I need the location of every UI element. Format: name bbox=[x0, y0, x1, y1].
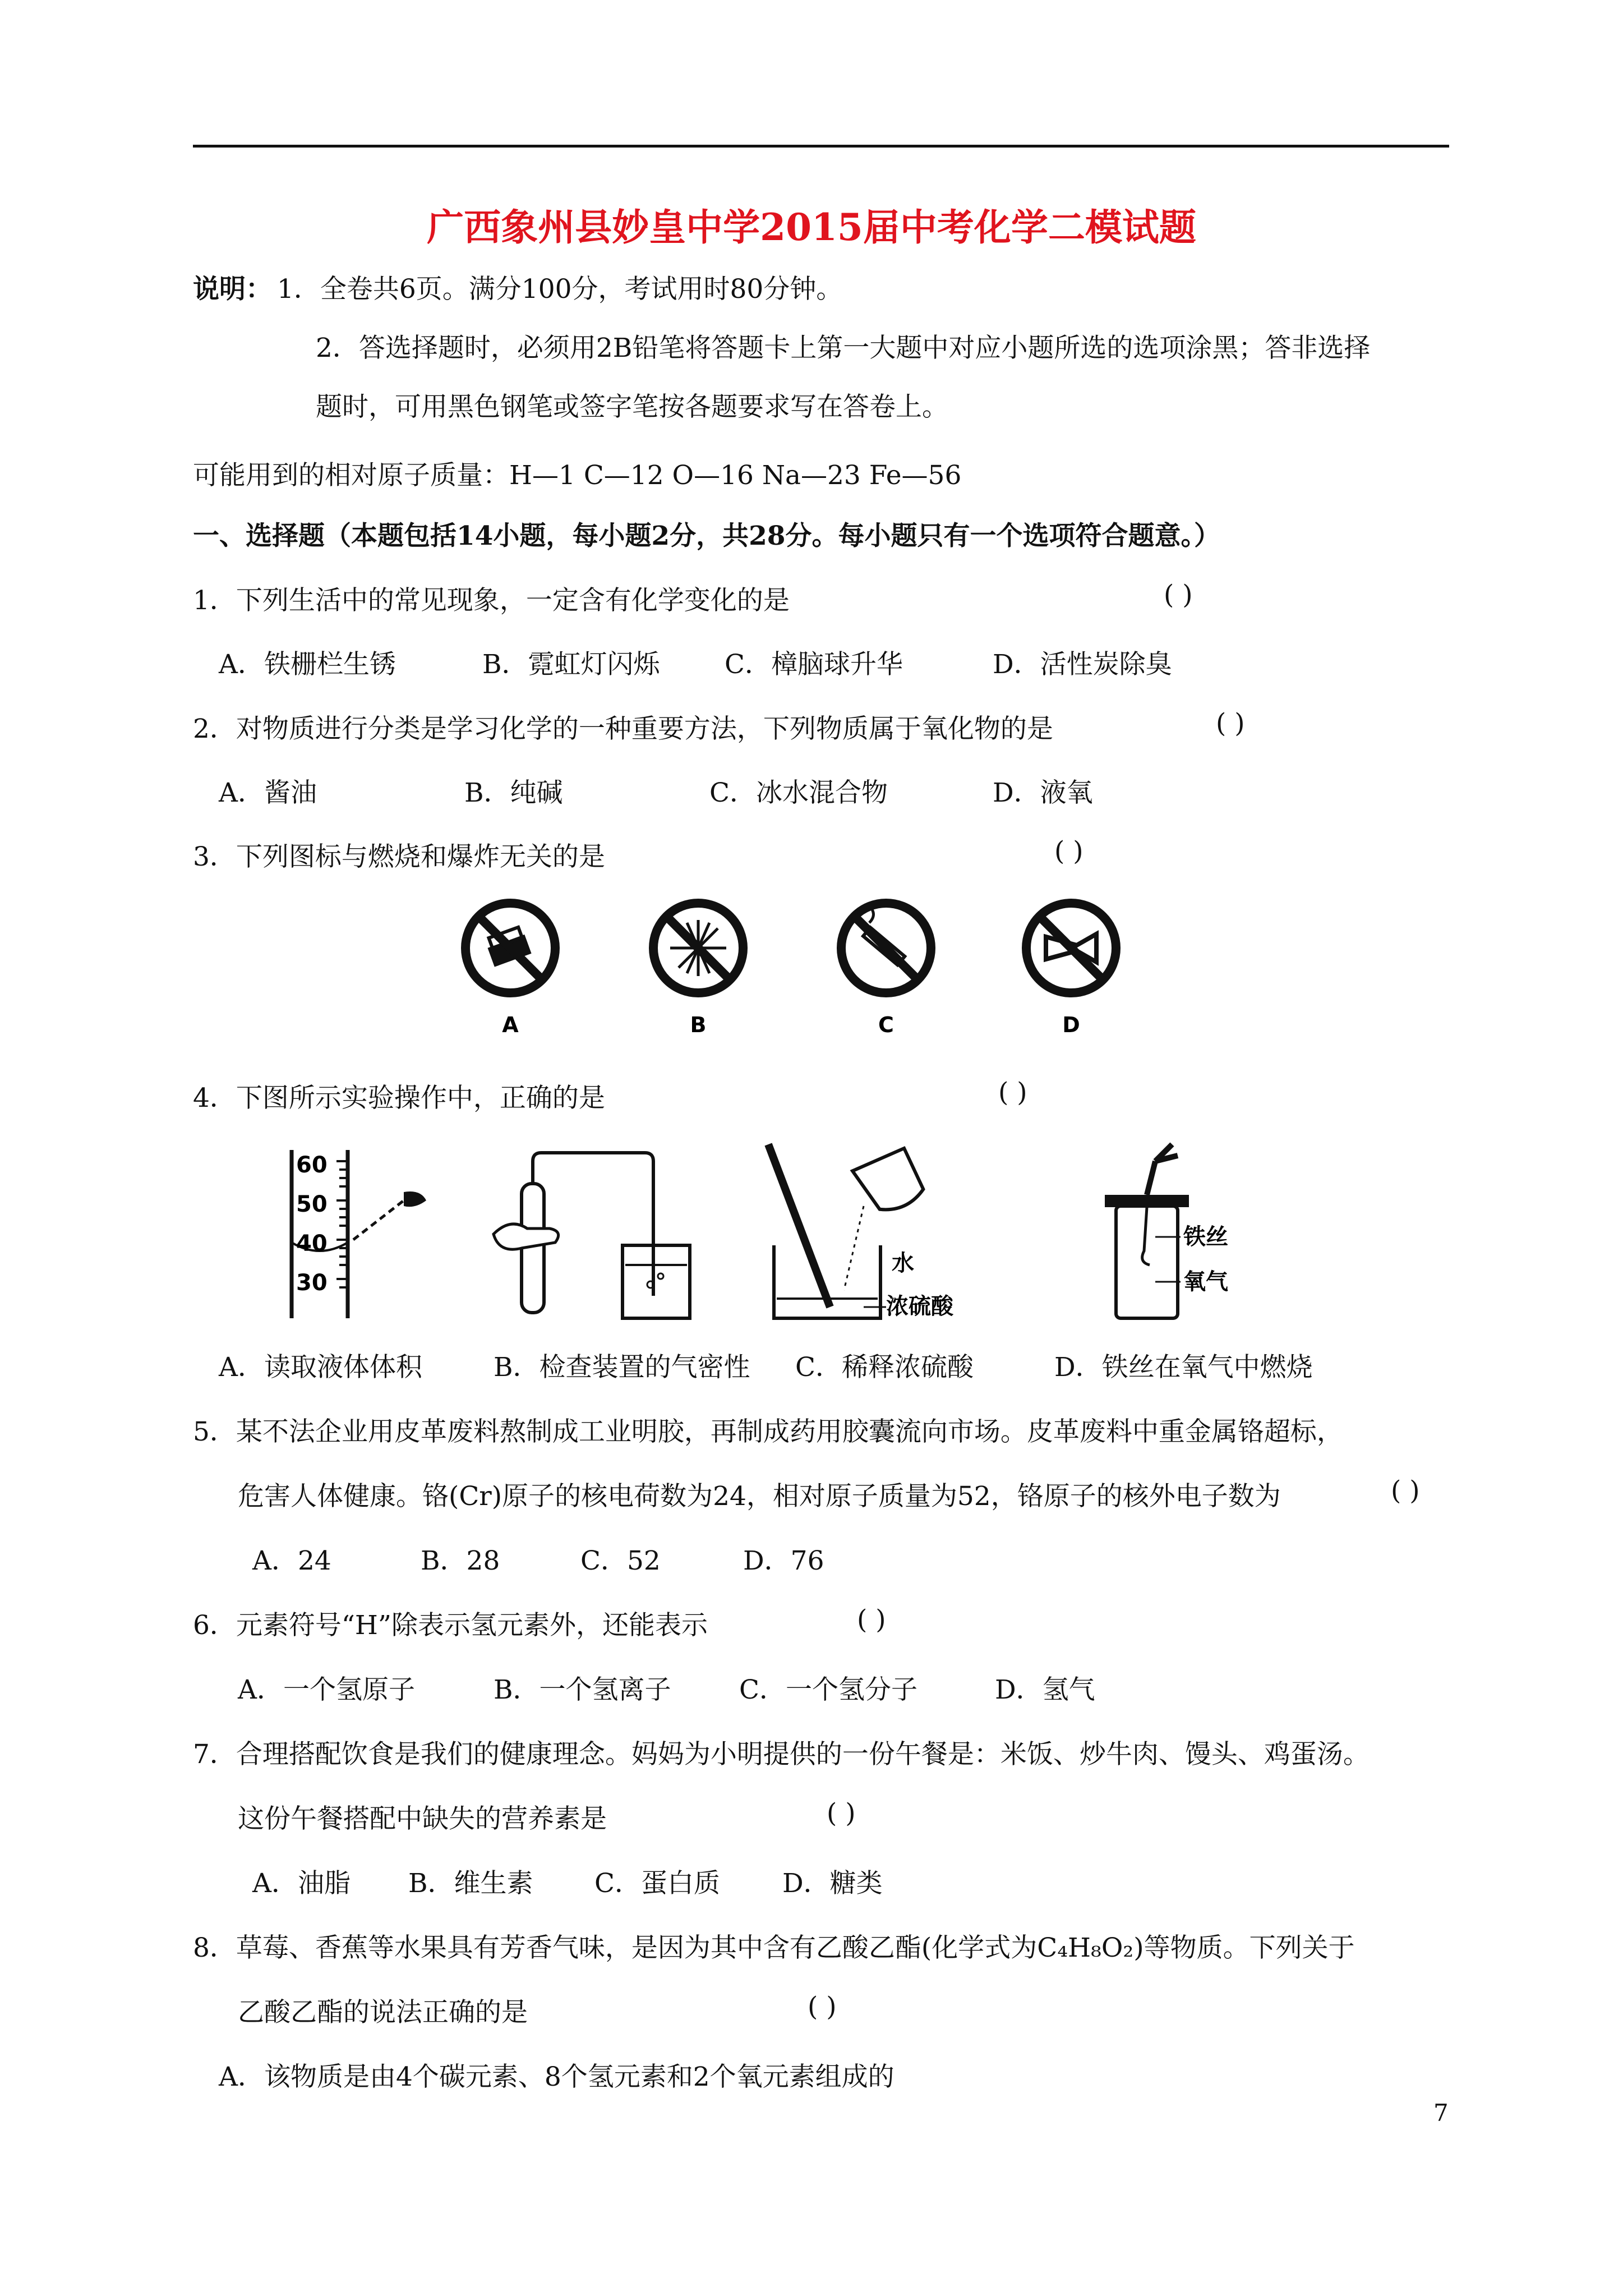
option: D．糖类 bbox=[782, 1868, 883, 1899]
airtightness-apparatus-icon bbox=[494, 1153, 690, 1318]
tick-label: 40 bbox=[296, 1231, 328, 1257]
chemical-formula: C₄H₈O₂ bbox=[1037, 1932, 1134, 1963]
question-5-stem: 5．某不法企业用皮革废料熬制成工业明胶，再制成药用胶囊流向市场。皮革废料中重金属铬超标， bbox=[193, 1416, 1343, 1447]
sign-label-c: C bbox=[878, 1013, 894, 1037]
answer-paren: ( ) bbox=[857, 1604, 886, 1635]
question-8-stem-2: 乙酸乙酯的说法正确的是 bbox=[238, 1997, 528, 2028]
oxygen-label: 氧气 bbox=[1183, 1269, 1228, 1295]
acid-label: 浓硫酸 bbox=[886, 1294, 953, 1319]
option: A．24 bbox=[252, 1545, 331, 1576]
question-3-stem: 3．下列图标与燃烧和爆炸无关的是 bbox=[193, 841, 605, 872]
option: D．活性炭除臭 bbox=[993, 649, 1172, 680]
lab-operations-figure bbox=[269, 1139, 1312, 1324]
option: D．76 bbox=[743, 1545, 824, 1576]
dilution-beaker-icon bbox=[768, 1144, 954, 1319]
option: B．检查装置的气密性 bbox=[494, 1352, 750, 1383]
question-8-stem bbox=[193, 1927, 1355, 1964]
answer-paren: ( ) bbox=[827, 1798, 856, 1829]
option: D．液氧 bbox=[993, 777, 1093, 808]
option: C．稀释浓硫酸 bbox=[795, 1352, 974, 1383]
tick-label: 60 bbox=[296, 1152, 328, 1178]
header-rule bbox=[193, 145, 1449, 148]
question-8-stem-post: )等物质。下列关于 bbox=[1133, 1932, 1355, 1963]
option: C．冰水混合物 bbox=[709, 777, 888, 808]
option: D．铁丝在氧气中燃烧 bbox=[1054, 1352, 1313, 1383]
no-fireworks-icon bbox=[653, 903, 743, 993]
safety-signs-figure bbox=[449, 898, 1178, 1043]
question-1-stem: 1．下列生活中的常见现象，一定含有化学变化的是 bbox=[193, 585, 790, 616]
answer-paren: ( ) bbox=[1216, 708, 1245, 739]
answer-paren: ( ) bbox=[998, 1077, 1027, 1108]
page-title: 广西象州县妙皇中学2015届中考化学二模试题 bbox=[427, 205, 1196, 249]
no-explosives-icon bbox=[465, 903, 555, 993]
sign-label-d: D bbox=[1062, 1013, 1080, 1037]
option: C．52 bbox=[580, 1545, 661, 1576]
no-honking-icon bbox=[1026, 903, 1116, 993]
sign-label-b: B bbox=[690, 1013, 707, 1037]
answer-paren: ( ) bbox=[808, 1991, 837, 2022]
answer-paren: ( ) bbox=[1391, 1475, 1420, 1506]
question-7-stem-2: 这份午餐搭配中缺失的营养素是 bbox=[238, 1803, 607, 1834]
water-label: 水 bbox=[892, 1250, 914, 1276]
notes-label: 说明： bbox=[193, 274, 272, 305]
option: B．维生素 bbox=[408, 1868, 533, 1899]
sign-label-a: A bbox=[502, 1013, 519, 1037]
option: B．一个氢离子 bbox=[494, 1674, 671, 1705]
tick-label: 50 bbox=[296, 1191, 328, 1217]
option: A．读取液体体积 bbox=[219, 1352, 422, 1383]
graduated-cylinder-icon bbox=[292, 1150, 426, 1318]
question-6-stem: 6．元素符号“H”除表示氢元素外，还能表示 bbox=[193, 1610, 708, 1641]
answer-paren: ( ) bbox=[1054, 836, 1083, 867]
note-1: 1．全卷共6页。满分100分，考试用时80分钟。 bbox=[277, 274, 843, 305]
note-2a: 2．答选择题时，必须用2B铅笔将答题卡上第一大题中对应小题所选的选项涂黑；答非选择 bbox=[316, 333, 1371, 364]
option: B．28 bbox=[421, 1545, 500, 1576]
note-2b: 题时，可用黑色钢笔或签字笔按各题要求写在答卷上。 bbox=[316, 392, 948, 422]
question-7-stem: 7．合理搭配饮食是我们的健康理念。妈妈为小明提供的一份午餐是：米饭、炒牛肉、馒头、鸡蛋汤。 bbox=[193, 1739, 1370, 1770]
no-smoking-icon bbox=[841, 903, 931, 993]
option: B．霓虹灯闪烁 bbox=[482, 649, 660, 680]
iron-wire-jar-icon bbox=[1105, 1144, 1228, 1318]
page-number: 7 bbox=[1433, 2099, 1449, 2127]
option: C．一个氢分子 bbox=[739, 1674, 917, 1705]
option: C．蛋白质 bbox=[594, 1868, 720, 1899]
option: A．铁栅栏生锈 bbox=[219, 649, 396, 680]
question-8-stem-pre: 8．草莓、香蕉等水果具有芳香气味，是因为其中含有乙酸乙酯(化学式为 bbox=[193, 1932, 1038, 1963]
option: B．纯碱 bbox=[464, 777, 563, 808]
wire-label: 铁丝 bbox=[1183, 1224, 1228, 1250]
option: A．一个氢原子 bbox=[238, 1674, 415, 1705]
tick-label: 30 bbox=[296, 1270, 328, 1296]
question-4-stem: 4．下图所示实验操作中，正确的是 bbox=[193, 1083, 605, 1114]
question-2-stem: 2．对物质进行分类是学习化学的一种重要方法，下列物质属于氧化物的是 bbox=[193, 714, 1053, 744]
option: D．氢气 bbox=[995, 1674, 1095, 1705]
section-heading: 一、选择题（本题包括14小题，每小题2分，共28分。每小题只有一个选项符合题意。） bbox=[193, 521, 1221, 551]
atomic-masses: 可能用到的相对原子质量：H—1 C—12 O—16 Na—23 Fe—56 bbox=[193, 460, 962, 491]
option: A．油脂 bbox=[252, 1868, 351, 1899]
question-5-stem-2: 危害人体健康。铬(Cr)原子的核电荷数为24，相对原子质量为52，铬原子的核外电子数为 bbox=[238, 1481, 1281, 1512]
option: A．该物质是由4个碳元素、8个氢元素和2个氧元素组成的 bbox=[219, 2062, 895, 2092]
option: C．樟脑球升华 bbox=[725, 649, 903, 680]
answer-paren: ( ) bbox=[1164, 579, 1193, 610]
option: A．酱油 bbox=[219, 777, 317, 808]
